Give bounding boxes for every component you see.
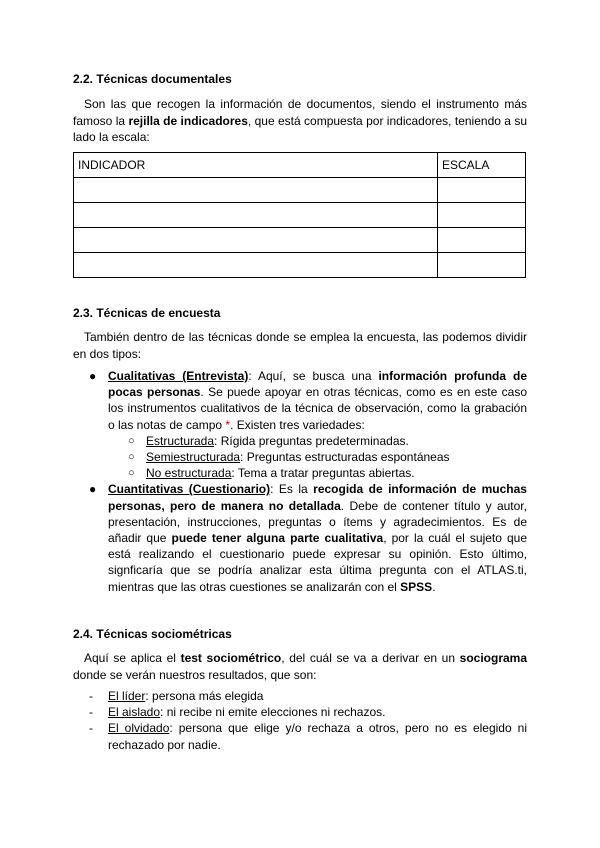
indicator-table	[73, 152, 526, 278]
section-heading-2-3: 2.3. Técnicas de encuesta	[73, 306, 221, 320]
list-item-cuantitativas: ● Cuantitativas (Cuestionario): Es la recogida de información de muchas personas, pero de manera no detallada. Debe de contener título y autor, presentación, instrucciones, preguntas o ítems y agradecimientos. Es de añadir que puede tener alguna parte cualitativa, por la cuál el sujeto que está realizando el cuestionario puede expresar su opinión. Esto último, signficaría que se podría analizar esta última pregunta con el ATLAS.ti, mientras que las otras cuestiones se analizarán con el SPSS.	[89, 482, 528, 594]
list-item-variant: ○ Semiestructurada: Preguntas estructuradas espontáneas	[128, 450, 450, 465]
list-item-result: - El olvidado: persona que elige y/o rechaza a otros, pero no es elegido ni rechazado por nadie.	[89, 721, 527, 752]
bullet-icon: ●	[89, 369, 97, 383]
section-heading-2-4: 2.4. Técnicas sociométricas	[73, 627, 232, 641]
list-item-result: - El aislado: ni recibe ni emite elecciones ni rechazos.	[89, 705, 386, 720]
section-heading-2-2: 2.2. Técnicas documentales	[73, 72, 232, 86]
paragraph-2-3-intro: También dentro de las técnicas donde se emplea la encuesta, las podemos dividir en dos tipos:	[73, 330, 527, 361]
table-row	[74, 203, 526, 228]
asterisk-note: *	[225, 417, 231, 432]
bullet-icon: ●	[89, 482, 97, 497]
dash-bullet-icon: -	[89, 721, 93, 736]
dash-bullet-icon: -	[89, 689, 93, 703]
list-item-result: - El líder: persona más elegida	[89, 689, 264, 703]
header-escala: ESCALA	[438, 153, 526, 178]
table-header-row	[74, 153, 526, 178]
list-item-variant: ○ Estructurada: Rígida preguntas predeterminadas.	[128, 433, 409, 448]
dash-bullet-icon: -	[89, 705, 93, 720]
table-row	[74, 253, 526, 278]
list-item-variant: ○ No estructurada: Tema a tratar preguntas abiertas.	[128, 466, 415, 481]
circle-bullet-icon: ○	[128, 434, 135, 447]
paragraph-2-2: Son las que recogen la información de documentos, siendo el instrumento más famoso la rejilla de indicadores, que está compuesta por indicadores, teniendo a su lado la escala:	[73, 97, 527, 144]
interview-variants-list	[108, 433, 527, 482]
paragraph-2-4: Aquí se aplica el test sociométrico, del cuál se va a derivar en un sociograma donde se verán nuestros resultados, que son:	[73, 651, 528, 682]
circle-bullet-icon: ○	[128, 467, 135, 480]
sociogram-results-list	[73, 688, 527, 753]
table-row	[74, 178, 526, 203]
list-item-cualitativas: ● Cualitativas (Entrevista): Aquí, se busca una información profunda de pocas personas. Se puede apoyar en otras técnicas, como es en este caso los instrumentos cualitativos de la técnica de observación, como la grabación o las notas de campo *. Existen tres variedades: ○ Estructurada: Rígida preguntas predeterminadas. ○ Semiestructurada: Preguntas estructuradas espontáneas ○ No estructurada: Tema a tratar preguntas abiertas.	[89, 369, 528, 481]
survey-types-list	[73, 368, 527, 595]
table-row	[74, 228, 526, 253]
circle-bullet-icon: ○	[128, 451, 135, 464]
header-indicador: INDICADOR	[74, 153, 438, 178]
